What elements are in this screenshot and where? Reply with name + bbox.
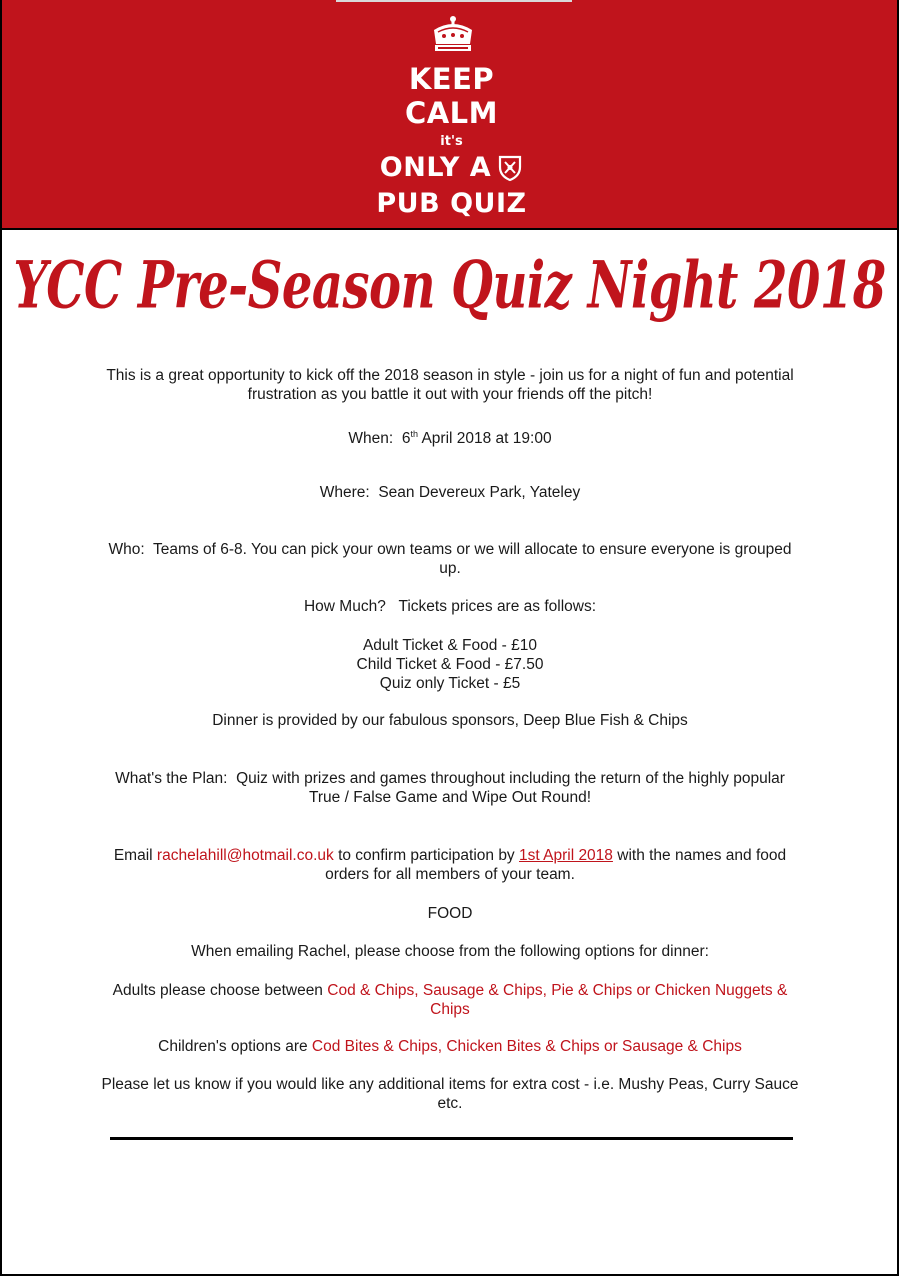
plan-label: What's the Plan: xyxy=(115,770,228,787)
price-item: Quiz only Ticket - £5 xyxy=(379,675,521,692)
children-options-line xyxy=(100,1037,800,1056)
banner-line-only-a xyxy=(2,152,899,183)
extras-line: Please let us know if you would like any additional items for extra cost - i.e. Mushy Peas, Curry Sauce etc. xyxy=(101,1076,799,1112)
crown-icon xyxy=(430,14,476,54)
how-much-label: How Much? xyxy=(303,598,386,615)
email-instructions xyxy=(100,846,800,884)
banner-line-its: it's xyxy=(440,134,463,149)
price-item: Adult Ticket & Food - £10 xyxy=(362,637,538,654)
when-value: April 2018 at 19:00 xyxy=(421,430,552,448)
how-much-line xyxy=(100,597,800,616)
when-day-suffix: th xyxy=(410,429,418,439)
when-day: 6 xyxy=(401,430,411,448)
banner-top-line xyxy=(336,0,572,2)
who-value: Teams of 6-8. You can pick your own teams or we will allocate to ensure everyone is grouped up. xyxy=(153,541,792,577)
plan-line xyxy=(100,769,800,807)
when-label: When: xyxy=(348,430,394,448)
who-line xyxy=(100,540,800,578)
food-intro: When emailing Rachel, please choose from the following options for dinner: xyxy=(191,943,709,960)
where-line xyxy=(100,483,800,502)
adult-options-prefix: Adults please choose between xyxy=(112,982,323,999)
where-label: Where: xyxy=(319,484,370,501)
event-headline: YCC Pre-Season Quiz Night 2018 xyxy=(13,248,886,324)
dinner-sponsor-line: Dinner is provided by our fabulous sponsors, Deep Blue Fish & Chips xyxy=(212,712,688,729)
divider-rule xyxy=(110,1137,793,1140)
email-middle: to confirm participation by xyxy=(338,847,515,864)
banner-only-a-text: ONLY A xyxy=(379,152,492,183)
when-line xyxy=(100,425,800,448)
adult-options-list: Cod & Chips, Sausage & Chips, Pie & Chips or Chicken Nuggets & Chips xyxy=(327,982,788,1018)
cricket-club-shield-icon xyxy=(497,154,523,182)
email-address-link[interactable]: rachelahill@hotmail.co.uk xyxy=(156,847,334,864)
who-label: Who: xyxy=(108,541,145,558)
children-options-prefix: Children's options are xyxy=(158,1038,308,1055)
banner-line-calm: CALM xyxy=(404,96,499,130)
children-options-list: Cod Bites & Chips, Chicken Bites & Chips or Sausage & Chips xyxy=(311,1038,742,1055)
keep-calm-banner xyxy=(2,0,897,230)
email-prefix: Email xyxy=(113,847,153,864)
food-heading: FOOD xyxy=(427,905,473,922)
adult-options-line xyxy=(100,981,800,1019)
email-suffix: with the names and food orders for all members of your team. xyxy=(325,847,787,883)
plan-value: Quiz with prizes and games throughout including the return of the highly popular True / False Game and Wipe Out Round! xyxy=(236,770,785,806)
price-item: Child Ticket & Food - £7.50 xyxy=(356,656,544,673)
price-list xyxy=(100,636,800,693)
how-much-value: Tickets prices are as follows: xyxy=(398,598,597,615)
banner-line-keep: KEEP xyxy=(408,62,495,96)
deadline-date: 1st April 2018 xyxy=(519,847,613,864)
banner-line-pub-quiz: PUB QUIZ xyxy=(376,188,527,219)
where-value: Sean Devereux Park, Yateley xyxy=(378,484,581,501)
intro-paragraph: This is a great opportunity to kick off the 2018 season in style - join us for a night of fun and potential frustration as you battle it out with your friends off the pitch! xyxy=(106,367,794,403)
